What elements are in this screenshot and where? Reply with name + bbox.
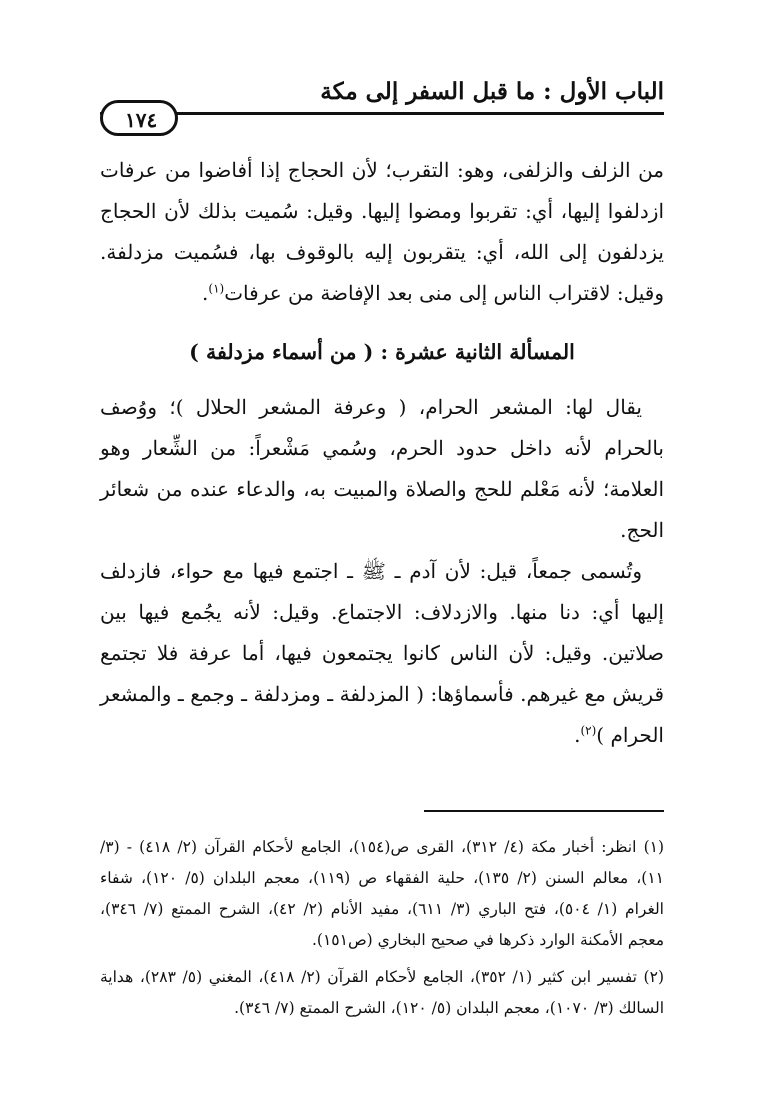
footnotes <box>100 832 664 1030</box>
paragraph-1-text: من الزلف والزلفى، وهو: التقرب؛ لأن الحجاج إذا أفاضوا من عرفات ازدلفوا إليها، أي: تقربوا ومضوا إليها. وقيل: سُميت بذلك لأن الحجاج يزدلفون إلى الله، أي: يتقربون إليه بالوقوف بها، فسُميت مزدلفة. وقيل: لاقتراب الناس إلى منى بعد الإفاضة من عرفات <box>100 158 664 305</box>
paragraph-1 <box>100 150 664 314</box>
footnote-1: (١) انظر: أخبار مكة (٤/ ٣١٢)، القرى ص(١٥٤)، الجامع لأحكام القرآن (٢/ ٤١٨) - (٣/ ١١)، معالم السنن (٢/ ١٣٥)، حلية الفقهاء ص (١١٩)، معجم البلدان (٥/ ١٢٠)، شفاء الغرام (١/ ٥٠٤)، فتح الباري (٣/ ٦١١)، مفيد الأنام (٢/ ٤٢)، الشرح الممتع (٧/ ٣٤٦)، معجم الأمكنة الوارد ذكرها في صحيح البخاري (ص١٥١). <box>100 838 665 949</box>
paragraph-3 <box>100 551 664 756</box>
footnote-ref-1: (١) <box>208 281 225 296</box>
page-number: ١٧٤ <box>100 100 178 136</box>
footnote-ref-2: (٢) <box>580 723 597 738</box>
section-heading: المسألة الثانية عشرة : ( من أسماء مزدلفة ) <box>189 340 575 364</box>
paragraph-3-text: وتُسمى جمعاً، قيل: لأن آدم ـ ﷺ ـ اجتمع فيها مع حواء، فازدلف إليها أي: دنا منها. والازدلاف: الاجتماع. وقيل: لأنه يجُمع فيها بين صلاتين. وقيل: لأن الناس كانوا يجتمعون فيها، أما عرفة فلا تجتمع قريش مع غيرهم. فأسماؤها: ( المزدلفة ـ ومزدلفة ـ وجمع ـ والمشعر الحرام ) <box>100 559 664 747</box>
footnote-separator <box>424 810 664 812</box>
header-rule <box>100 112 664 115</box>
footnote-2: (٢) تفسير ابن كثير (١/ ٣٥٢)، الجامع لأحكام القرآن (٢/ ٤١٨)، المغني (٥/ ٢٨٣)، هداية السالك (٣/ ١٠٧٠)، معجم البلدان (٥/ ١٢٠)، الشرح الممتع (٧/ ٣٤٦). <box>100 968 664 1017</box>
paragraph-1-end: . <box>202 281 209 305</box>
running-title: الباب الأول : ما قبل السفر إلى مكة <box>320 78 664 105</box>
main-text <box>100 150 664 756</box>
page-header <box>100 72 664 132</box>
paragraph-2: يقال لها: المشعر الحرام، ( وعرفة المشعر الحلال )؛ ووُصف بالحرام لأنه داخل حدود الحرم، وسُمي مَشْعراً: من الشِّعار وهو العلامة؛ لأنه مَعْلم للحج والصلاة والمبيت به، والدعاء عنده من شعائر الحج. <box>100 395 664 542</box>
paragraph-3-end: . <box>574 723 581 747</box>
